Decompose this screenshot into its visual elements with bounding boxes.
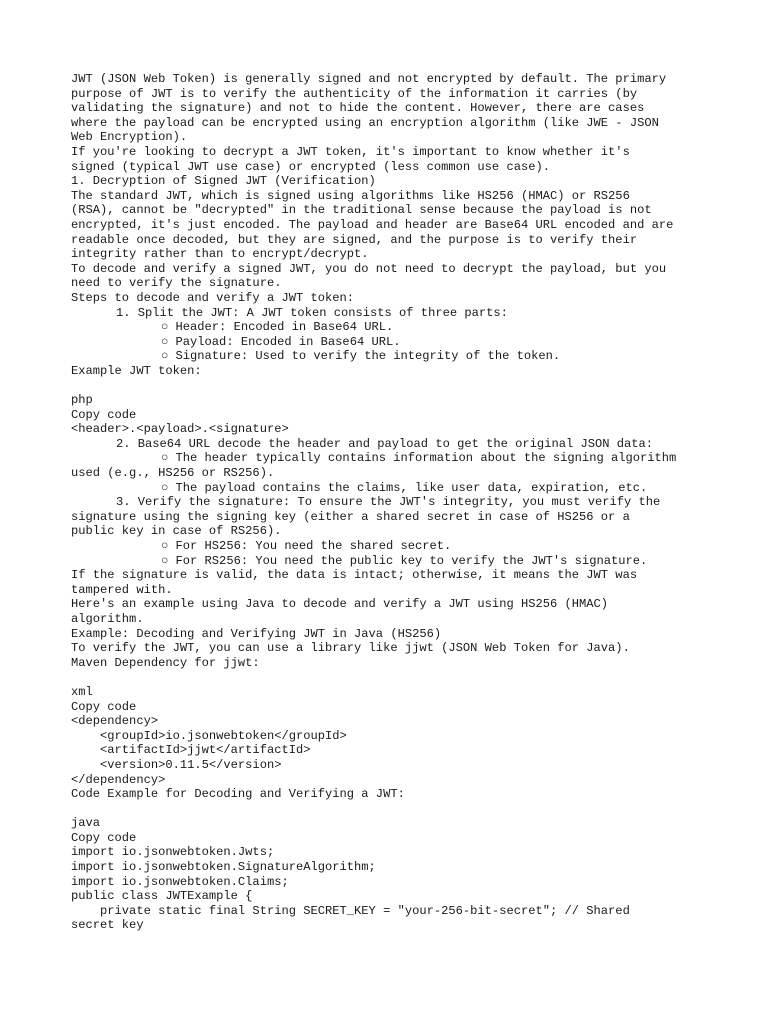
text-line: import io.jsonwebtoken.Jwts; xyxy=(71,845,275,860)
text-line: Here's an example using Java to decode and verify a JWT using HS256 (HMAC) xyxy=(71,597,609,612)
text-line: <artifactId>jjwt</artifactId> xyxy=(71,743,311,758)
text-line: To decode and verify a signed JWT, you do not need to decrypt the payload, but you xyxy=(71,261,667,276)
text-line: tampered with. xyxy=(71,582,173,597)
text-line: If the signature is valid, the data is intact; otherwise, it means the JWT was xyxy=(71,568,638,583)
text-line: signed (typical JWT use case) or encrypted (less common use case). xyxy=(71,159,550,174)
text-line: public class JWTExample { xyxy=(71,889,253,904)
blank-line xyxy=(71,378,711,393)
text-line: validating the signature) and not to hide the content. However, there are cases xyxy=(71,101,645,116)
text-line: need to verify the signature. xyxy=(71,276,282,291)
text-line: Steps to decode and verify a JWT token: xyxy=(71,290,355,305)
text-line: 3. Verify the signature: To ensure the JWT's integrity, you must verify the xyxy=(116,495,661,510)
text-line: <groupId>io.jsonwebtoken</groupId> xyxy=(71,728,347,743)
text-line: The standard JWT, which is signed using algorithms like HS256 (HMAC) or RS256 xyxy=(71,188,630,203)
text-line: integrity rather than to encrypt/decrypt. xyxy=(71,247,369,262)
text-line: php xyxy=(71,393,93,408)
text-line: Web Encryption). xyxy=(71,130,188,145)
text-line: used (e.g., HS256 or RS256). xyxy=(71,466,275,481)
text-line: ○ The header typically contains information about the signing algorithm xyxy=(161,451,677,466)
text-line: ○ Header: Encoded in Base64 URL. xyxy=(161,320,394,335)
text-line: Example JWT token: xyxy=(71,363,202,378)
blank-line xyxy=(71,670,711,685)
text-line: java xyxy=(71,816,101,831)
text-line: Maven Dependency for jjwt: xyxy=(71,655,260,670)
text-line: Code Example for Decoding and Verifying a JWT: xyxy=(71,787,405,802)
text-line: ○ Payload: Encoded in Base64 URL. xyxy=(161,334,401,349)
text-line: 1. Decryption of Signed JWT (Verification) xyxy=(71,174,376,189)
blank-line xyxy=(71,802,711,817)
text-line: Copy code xyxy=(71,699,137,714)
text-line: private static final String SECRET_KEY = "your-256-bit-secret"; // Shared xyxy=(71,903,630,918)
text-line: Example: Decoding and Verifying JWT in Java (HS256) xyxy=(71,626,442,641)
text-line: import io.jsonwebtoken.SignatureAlgorithm; xyxy=(71,860,376,875)
text-line: <dependency> xyxy=(71,714,159,729)
text-line: secret key xyxy=(71,918,144,933)
text-line: encrypted, it's just encoded. The payload and header are Base64 URL encoded and are xyxy=(71,217,674,232)
text-line: (RSA), cannot be "decrypted" in the traditional sense because the payload is not xyxy=(71,203,652,218)
text-line: <header>.<payload>.<signature> xyxy=(71,422,289,437)
text-line: algorithm. xyxy=(71,611,144,626)
text-line: public key in case of RS256). xyxy=(71,524,282,539)
text-line: readable once decoded, but they are signed, and the purpose is to verify their xyxy=(71,232,638,247)
text-line: Copy code xyxy=(71,830,137,845)
text-line: ○ The payload contains the claims, like user data, expiration, etc. xyxy=(161,480,648,495)
text-line: JWT (JSON Web Token) is generally signed and not encrypted by default. The primary xyxy=(71,72,667,86)
text-line: ○ Signature: Used to verify the integrity of the token. xyxy=(161,349,561,364)
text-line: xml xyxy=(71,684,93,699)
document-page xyxy=(71,72,711,933)
text-line: If you're looking to decrypt a JWT token, it's important to know whether it's xyxy=(71,144,630,159)
text-line: import io.jsonwebtoken.Claims; xyxy=(71,874,289,889)
text-line: where the payload can be encrypted using an encryption algorithm (like JWE - JSON xyxy=(71,115,659,130)
text-line: purpose of JWT is to verify the authenticity of the information it carries (by xyxy=(71,86,638,101)
text-line: ○ For HS256: You need the shared secret. xyxy=(161,539,452,553)
text-line: <version>0.11.5</version> xyxy=(71,757,282,772)
text-line: Copy code xyxy=(71,407,137,422)
text-line: signature using the signing key (either a shared secret in case of HS256 or a xyxy=(71,509,630,524)
text-line: To verify the JWT, you can use a library like jjwt (JSON Web Token for Java). xyxy=(71,641,630,656)
text-line: ○ For RS256: You need the public key to verify the JWT's signature. xyxy=(161,553,648,568)
text-line: 2. Base64 URL decode the header and payload to get the original JSON data: xyxy=(116,436,654,451)
text-line: </dependency> xyxy=(71,772,166,787)
text-line: 1. Split the JWT: A JWT token consists of three parts: xyxy=(116,305,508,320)
